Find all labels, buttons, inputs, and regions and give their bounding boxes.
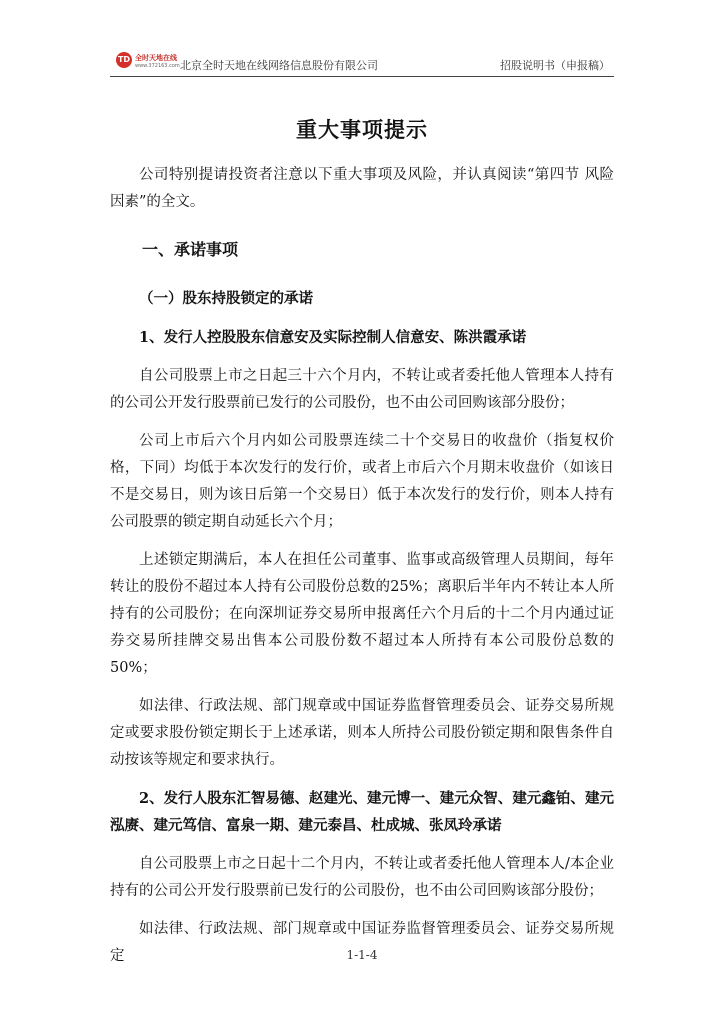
section-heading: 一、承诺事项	[142, 240, 239, 259]
body-paragraph: 自公司股票上市之日起十二个月内，不转让或者委托他人管理本人/本企业持有的公司公开发行股票前已发行的公司股份，也不由公司回购该部分股份；	[110, 856, 614, 899]
body-paragraph: 自公司股票上市之日起三十六个月内，不转让或者委托他人管理本人持有的公司公开发行股票前已发行的公司股份，也不由公司回购该部分股份；	[110, 368, 614, 411]
body-paragraph: 公司上市后六个月内如公司股票连续二十个交易日的收盘价（指复权价格，下同）均低于本次发行的发行价，或者上市后六个月期末收盘价（如该日不是交易日，则为该日后第一个交易日）低于本次发行的发行价，则本人持有公司股票的锁定期自动延长六个月；	[110, 433, 614, 530]
page-title: 重大事项提示	[296, 117, 428, 142]
body-paragraph: 如法律、行政法规、部门规章或中国证券监督管理委员会、证券交易所规定或要求股份锁定期长于上述承诺，则本人所持公司股份锁定期和限售条件自动按该等规定和要求执行。	[110, 698, 614, 768]
logo-url: www.372163.com	[135, 63, 180, 69]
intro-paragraph: 公司特别提请投资者注意以下重大事项及风险，并认真阅读“第四节 风险因素”的全文。	[110, 167, 614, 210]
subsection-heading: （一）股东持股锁定的承诺	[139, 290, 313, 307]
item-heading: 1、发行人控股股东信意安及实际控制人信意安、陈洪霞承诺	[139, 329, 527, 346]
company-logo	[116, 52, 178, 72]
header-document-type: 招股说明书（申报稿）	[500, 59, 610, 72]
body-paragraph: 上述锁定期满后，本人在担任公司董事、监事或高级管理人员期间，每年转让的股份不超过本人持有公司股份总数的25%；离职后半年内不转让本人所持有的公司股份；在向深圳证券交易所申报离任六个月后的十二个月内通过证券交易所挂牌交易出售本公司股份数不超过本人所持有本公司股份总数的50%；	[110, 552, 614, 676]
document-body	[110, 162, 614, 981]
logo-name: 全时天地在线	[135, 54, 177, 62]
body-paragraph: 如法律、行政法规、部门规章或中国证券监督管理委员会、证券交易所规定	[110, 921, 614, 964]
page-header	[110, 50, 614, 77]
page-number: 1-1-4	[346, 948, 378, 962]
logo-badge: TD	[116, 52, 132, 68]
item-heading: 2、发行人股东汇智易德、赵建光、建元博一、建元众智、建元鑫铂、建元泓赓、建元笃信、富泉一期、建元泰昌、杜成城、张凤玲承诺	[110, 790, 614, 834]
header-company-name: 北京全时天地在线网络信息股份有限公司	[180, 59, 378, 72]
